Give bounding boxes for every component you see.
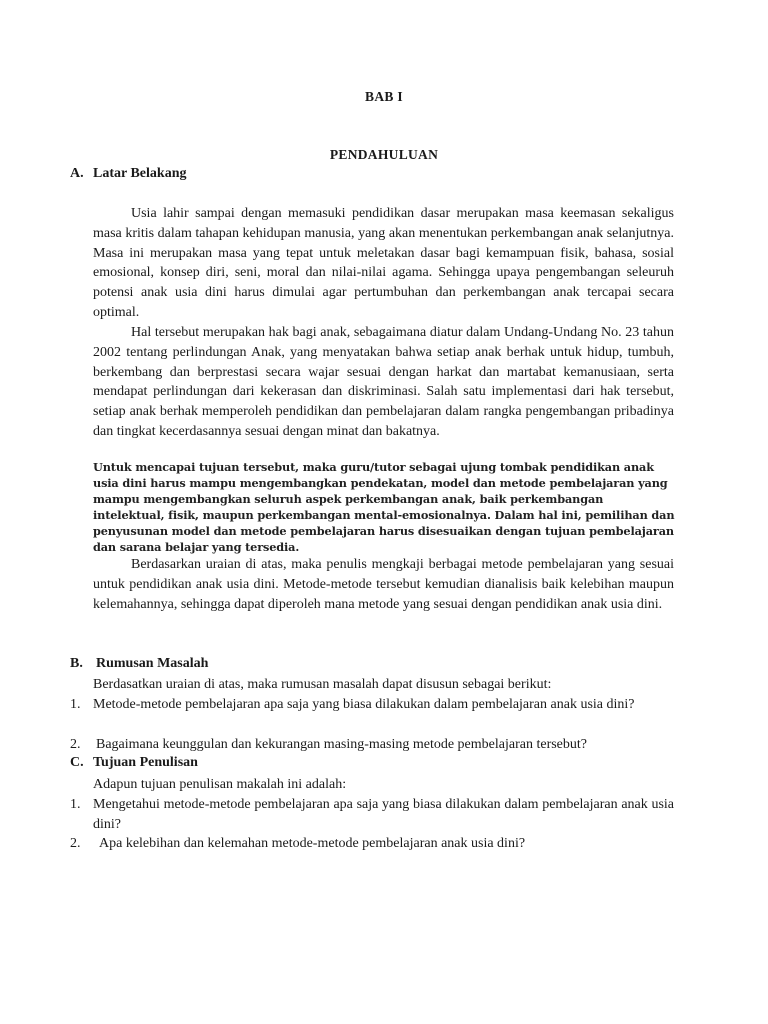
paragraph-1-text: Usia lahir sampai dengan memasuki pendidikan dasar merupakan masa keemasan sekaligus masa kritis dalam tahapan kehidupan manusia, yang akan menentukan perkembangan anak selanjutnya. Masa ini merupakan masa yang tepat untuk meletakan dasar bagi kemampuan fisik, bahasa, sosial emosional, konsep diri, seni, moral dan nilai-nilai agama. Sehingga upaya pengembangan seleuruh potensi anak usia dini harus dimulai agar pertumbuhan dan perkembangan anak tercapai secara optimal. [93,206,674,320]
section-a-label: A. [70,166,84,181]
section-a-paragraph-4 [93,555,674,614]
section-c-item-2-text: Apa kelebihan dan kelemahan metode-metode pembelajaran anak usia dini? [99,836,526,851]
section-c-label: C. [70,755,84,770]
section-b-item-2-number: 2. [70,737,81,752]
section-a-title: Latar Belakang [93,166,187,181]
section-b-item-2-text: Bagaimana keunggulan dan kekurangan masing-masing metode pembelajaran tersebut? [96,737,587,752]
section-c-item-1-number: 1. [70,797,81,812]
section-c-intro: Adapun tujuan penulisan makalah ini adalah: [93,777,347,792]
chapter-title: PENDAHULUAN [329,147,439,162]
section-c-item-2-number: 2. [70,836,81,851]
section-c-item-1-text: Mengetahui metode-metode pembelajaran apa saja yang biasa dilakukan dalam pembelajaran anak usia dini? [93,797,674,832]
paragraph-4-text: Berdasarkan uraian di atas, maka penulis mengkaji berbagai metode pembelajaran yang sesuai untuk pendidikan anak usia dini. Metode-metode tersebut kemudian dianalisis baik kelebihan maupun kelemahannya, sehingga dapat diperoleh mana metode yang sesuai dengan pendidikan anak usia dini. [93,557,674,612]
section-b-item-1-number: 1. [70,697,81,712]
section-b-label: B. [70,656,83,671]
section-a-paragraph-3: Untuk mencapai tujuan tersebut, maka guru/tutor sebagai ujung tombak pendidikan anak usia dini harus mampu mengembangkan pendekatan, model dan metode pembelajaran yang mampu mengembangkan seluruh aspek perkembangan anak, baik perkembangan intelektual, fisik, maupun perkembangan mental-emosionalnya. Dalam hal ini, pemilihan dan penyusunan model dan metode pembelajaran harus disesuaikan dengan tujuan pembelajaran dan sarana belajar yang tersedia. [93,460,675,554]
section-b-title: Rumusan Masalah [96,656,209,671]
chapter-number: BAB I [365,89,403,104]
section-b-item-1-text: Metode-metode pembelajaran apa saja yang biasa dilakukan dalam pembelajaran anak usia dini? [93,697,635,712]
section-c-title: Tujuan Penulisan [93,755,198,770]
section-b-intro: Berdasatkan uraian di atas, maka rumusan masalah dapat disusun sebagai berikut: [93,677,552,692]
paragraph-2-text: Hal tersebut merupakan hak bagi anak, sebagaimana diatur dalam Undang-Undang No. 23 tahun 2002 tentang perlindungan Anak, yang menyatakan bahwa setiap anak berhak untuk hidup, tumbuh, berkembang dan berprestasi secara wajar sesuai dengan harkat dan martabat kemanusiaan, serta mendapat perlindungan dari kekerasan dan diskriminasi. Salah satu implementasi dari hak tersebut, setiap anak berhak memperoleh pendidikan dan pembelajaran dalam rangka pengembangan pribadinya dan tingkat kecerdasannya sesuai dengan minat dan bakatnya. [93,325,674,439]
section-a-paragraph-1 [93,204,674,323]
section-a-paragraph-2 [93,323,674,442]
